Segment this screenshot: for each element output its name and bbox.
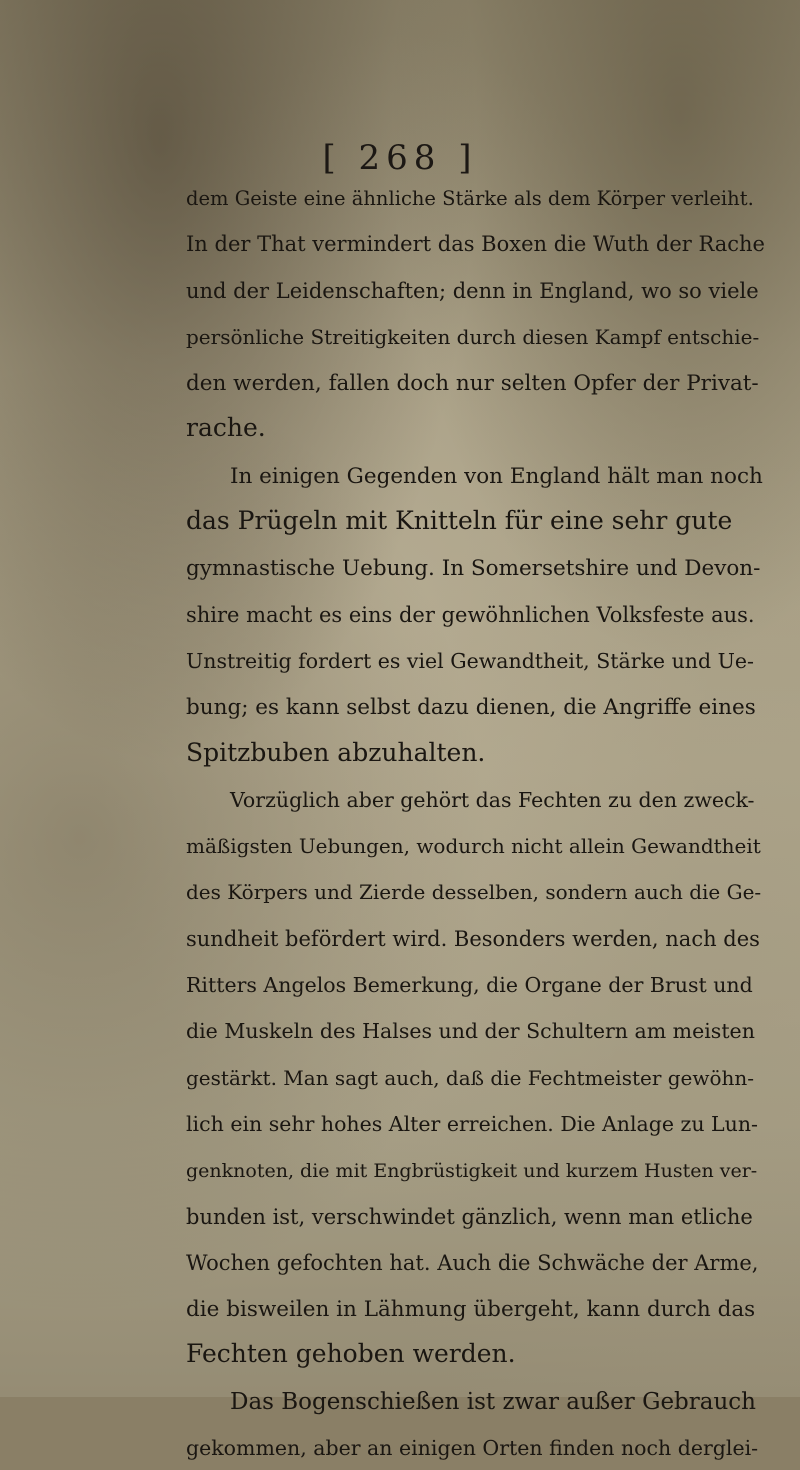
text-line: Wochen gefochten hat. Auch die Schwäche der Arme, bbox=[186, 1250, 759, 1275]
text-line: shire macht es eins der gewöhnlichen Volksfeste aus. bbox=[186, 602, 755, 627]
text-line: den werden, fallen doch nur selten Opfer der Privat- bbox=[186, 371, 759, 397]
text-line: des Körpers und Zierde desselben, sondern auch die Ge- bbox=[186, 880, 762, 905]
text-line: rache. bbox=[186, 413, 266, 443]
text-line: bunden ist, verschwindet gänzlich, wenn man etliche bbox=[186, 1204, 753, 1229]
text-line: Spitzbuben abzuhalten. bbox=[186, 737, 486, 767]
text-line: persönliche Streitigkeiten durch diesen Kampf entschie- bbox=[186, 324, 760, 349]
text-line: Das Bogenschießen ist zwar außer Gebrauch bbox=[230, 1388, 756, 1415]
text-body bbox=[186, 174, 766, 1470]
text-line: Fechten gehoben werden. bbox=[186, 1339, 516, 1369]
text-line: In einigen Gegenden von England hält man noch bbox=[230, 463, 763, 489]
text-line: dem Geiste eine ähnliche Stärke als dem Körper verleiht. bbox=[186, 187, 754, 210]
text-line: Vorzüglich aber gehört das Fechten zu den zweck- bbox=[230, 787, 755, 812]
text-line: Unstreitig fordert es viel Gewandtheit, Stärke und Ue- bbox=[186, 648, 754, 673]
page-number: [ 268 ] bbox=[322, 138, 478, 178]
text-line: Ritters Angelos Bemerkung, die Organe der Brust und bbox=[186, 973, 753, 998]
text-line: mäßigsten Uebungen, wodurch nicht allein Gewandtheit bbox=[186, 834, 761, 859]
text-line: gekommen, aber an einigen Orten finden noch derglei- bbox=[186, 1436, 759, 1461]
text-line: das Prügeln mit Knitteln für eine sehr gute bbox=[186, 506, 733, 536]
text-line: und der Leidenschaften; denn in England, wo so viele bbox=[186, 278, 759, 303]
text-line: sundheit befördert wird. Besonders werden, nach des bbox=[186, 926, 760, 951]
text-line: genknoten, die mit Engbrüstigkeit und kurzem Husten ver- bbox=[186, 1160, 758, 1183]
text-line: In der That vermindert das Boxen die Wuth der Rache bbox=[186, 232, 765, 257]
text-line: gestärkt. Man sagt auch, daß die Fechtmeister gewöhn- bbox=[186, 1065, 755, 1090]
text-line: bung; es kann selbst dazu dienen, die Angriffe eines bbox=[186, 695, 756, 721]
text-line: die Muskeln des Halses und der Schultern am meisten bbox=[186, 1019, 755, 1044]
text-line: lich ein sehr hohes Alter erreichen. Die Anlage zu Lun- bbox=[186, 1111, 758, 1136]
text-line: die bisweilen in Lähmung übergeht, kann durch das bbox=[186, 1297, 756, 1323]
text-line: gymnastische Uebung. In Somersetshire und Devon- bbox=[186, 556, 761, 582]
